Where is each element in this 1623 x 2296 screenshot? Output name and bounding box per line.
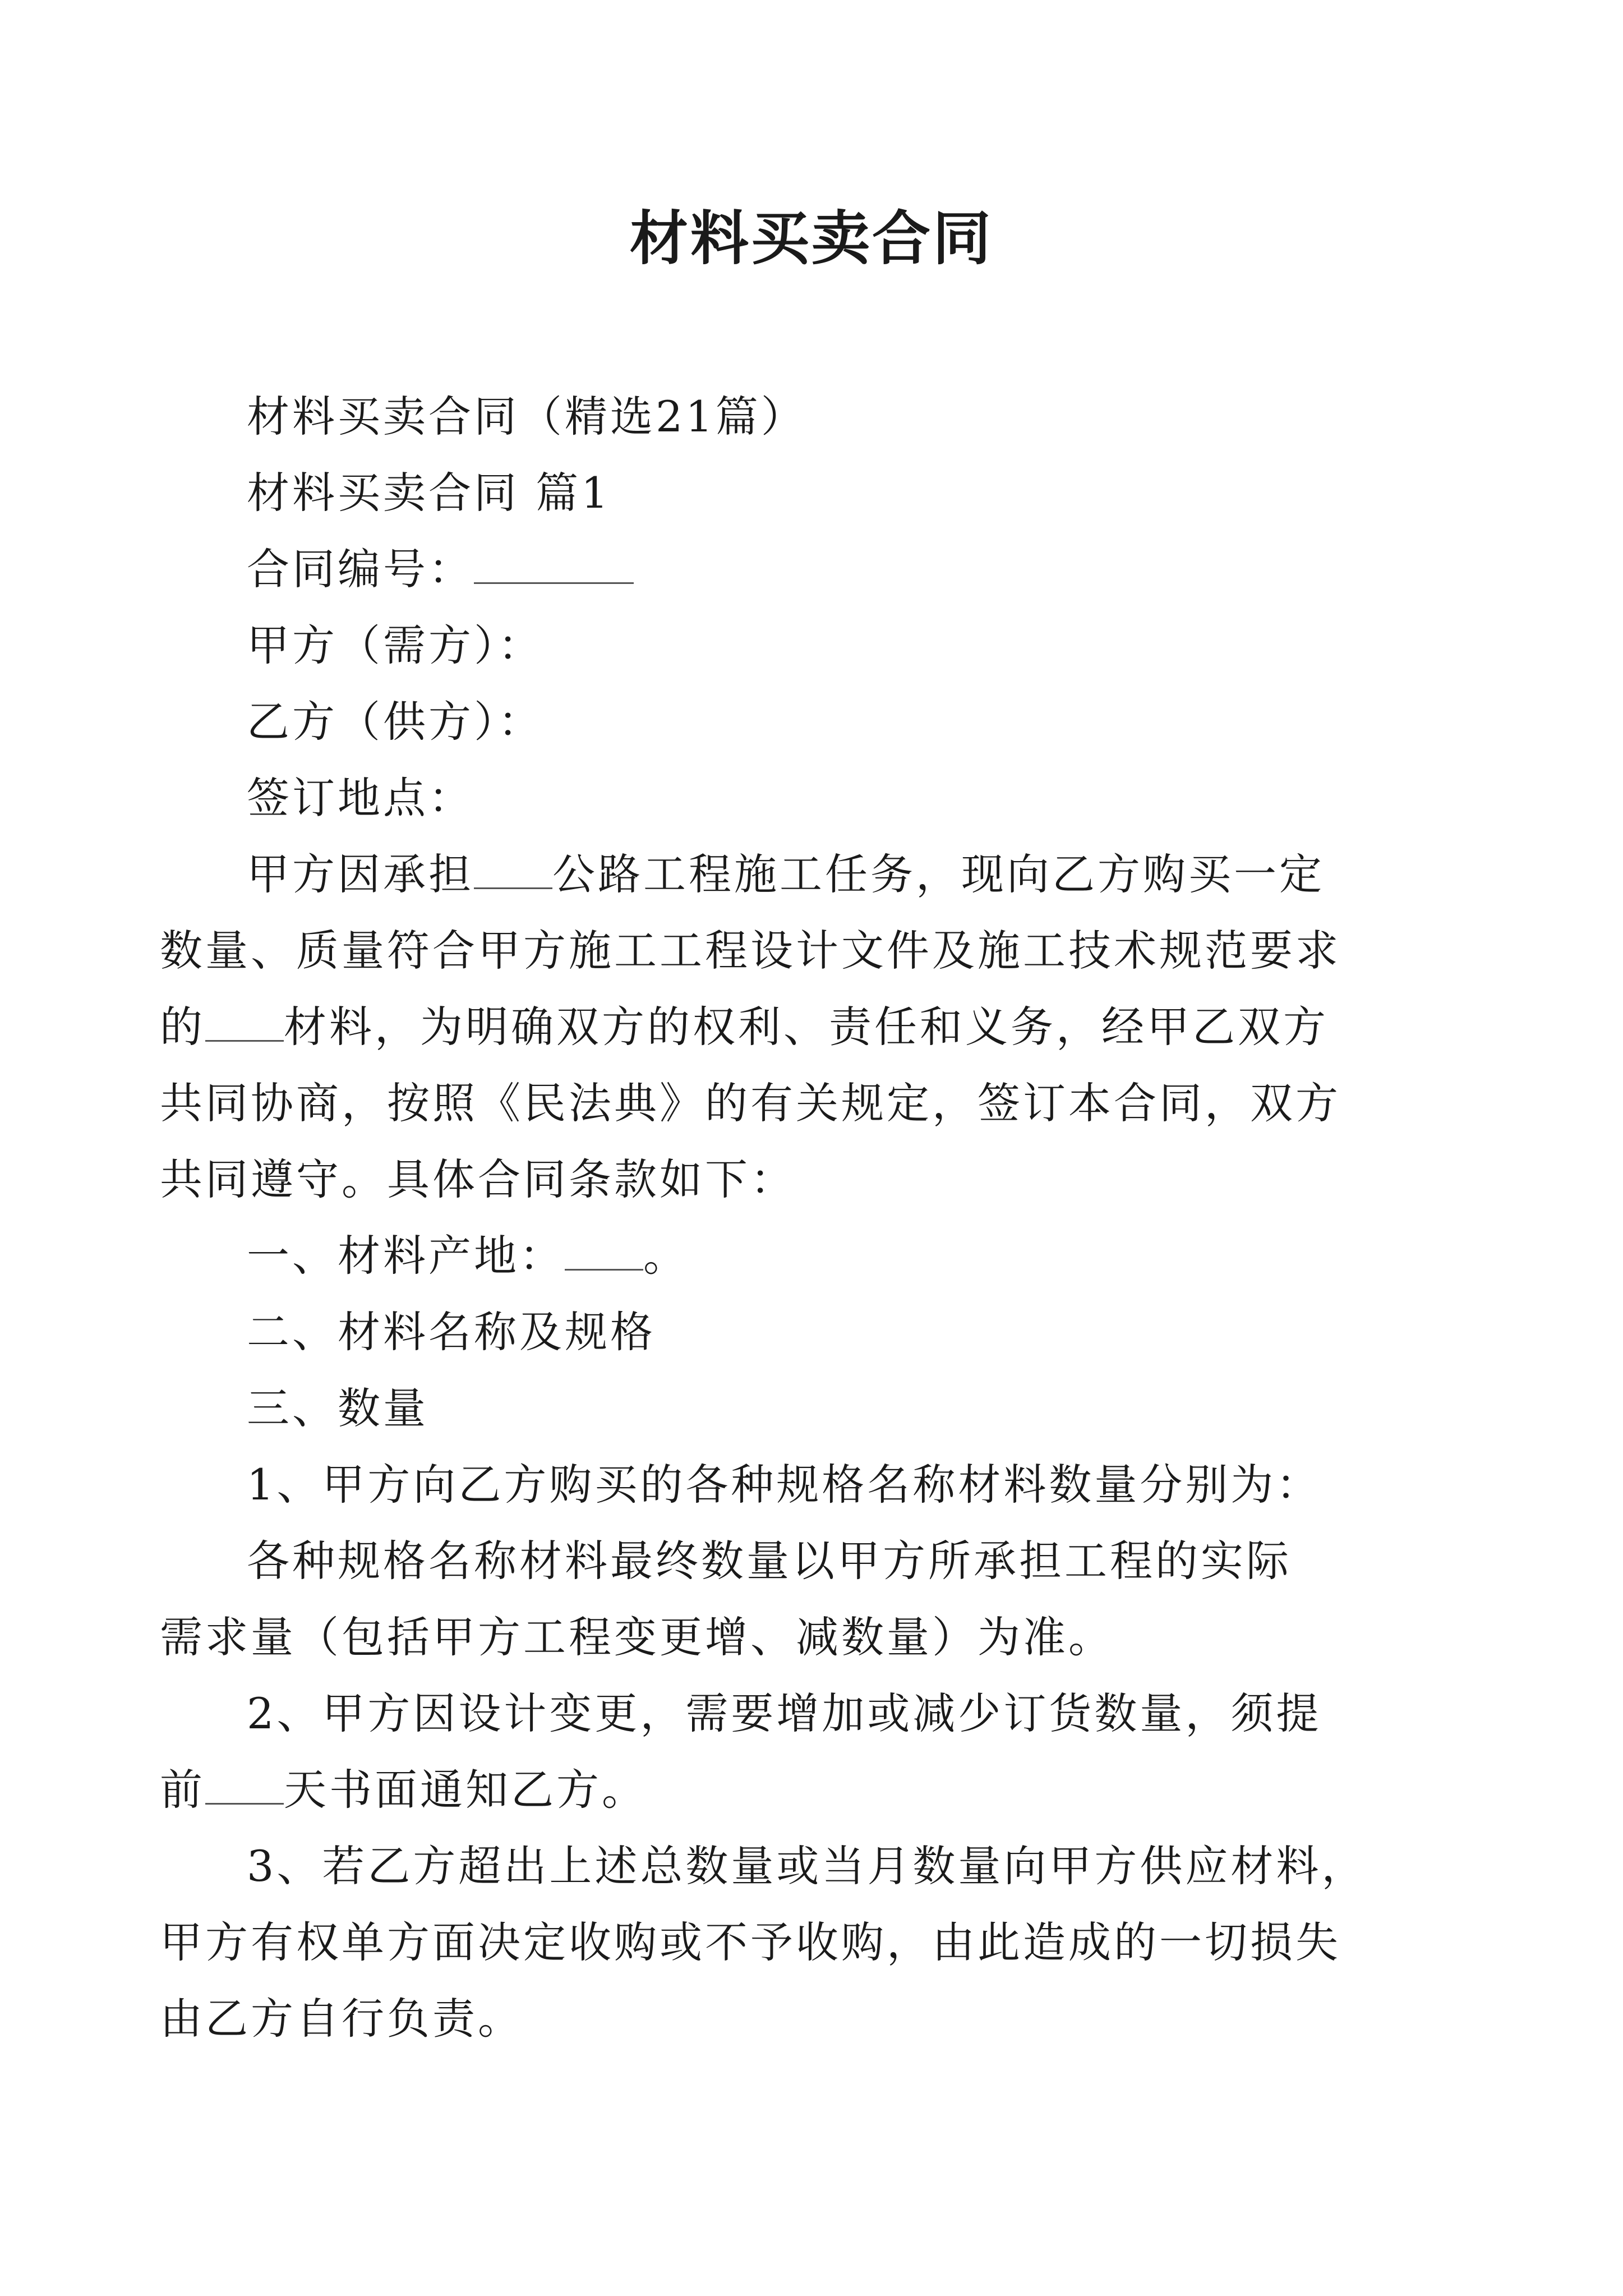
days-blank — [205, 1764, 284, 1805]
party-a-line: 甲方（需方）： — [247, 620, 543, 670]
material-blank — [205, 1001, 284, 1042]
intro-text-3a: 的 — [160, 1002, 205, 1052]
origin-period: 。 — [643, 1231, 689, 1281]
item-2-line-2 — [160, 1752, 1385, 1828]
contract-number-label: 合同编号： — [247, 544, 474, 594]
intro-line-1 — [247, 836, 1385, 913]
article-heading: 材料买卖合同 篇1 — [247, 468, 611, 518]
origin-label: 一、材料产地： — [247, 1231, 565, 1281]
intro-text-1b: 公路工程施工任务，现向乙方购买一定 — [552, 849, 1325, 899]
contract-number-line — [247, 531, 1385, 608]
intro-line-3 — [160, 989, 1385, 1065]
signing-place-line: 签订地点： — [247, 773, 474, 823]
section-3-heading: 三、数量 — [247, 1383, 428, 1433]
item-2-line-1: 2、甲方因设计变更，需要增加或减少订货数量，须提 — [247, 1688, 1322, 1738]
document-title: 材料买卖合同 — [629, 204, 993, 273]
item-1-detail-line-2: 需求量（包括甲方工程变更增、减数量）为准。 — [160, 1612, 1114, 1662]
section-2-heading: 二、材料名称及规格 — [247, 1307, 656, 1357]
item-1: 1、甲方向乙方购买的各种规格名称材料数量分别为： — [247, 1460, 1322, 1510]
item-3-line-3: 由乙方自行负责。 — [160, 1994, 523, 2044]
intro-text-3b: 材料，为明确双方的权利、责任和义务，经甲乙双方 — [284, 1002, 1329, 1052]
project-blank — [474, 848, 552, 889]
origin-blank — [565, 1230, 643, 1271]
intro-line-4: 共同协商，按照《民法典》的有关规定，签订本合同，双方 — [160, 1078, 1341, 1128]
contract-number-blank — [474, 543, 634, 584]
collection-heading: 材料买卖合同（精选21篇） — [247, 392, 806, 441]
item-3-line-1: 3、若乙方超出上述总数量或当月数量向甲方供应材料， — [247, 1841, 1367, 1891]
intro-line-2: 数量、质量符合甲方施工工程设计文件及施工技术规范要求 — [160, 926, 1341, 976]
intro-line-5: 共同遵守。具体合同条款如下： — [160, 1154, 796, 1204]
intro-paragraph — [160, 836, 1385, 1218]
section-1-origin — [247, 1218, 1385, 1294]
item-2-text-b: 天书面通知乙方。 — [284, 1765, 647, 1815]
party-b-line: 乙方（供方）： — [247, 697, 543, 747]
intro-text-1a: 甲方因承担 — [247, 849, 474, 899]
item-1-detail-line-1: 各种规格名称材料最终数量以甲方所承担工程的实际 — [247, 1536, 1292, 1586]
document-body — [160, 379, 1385, 2057]
item-3-line-2: 甲方有权单方面决定收购或不予收购，由此造成的一切损失 — [160, 1917, 1341, 1967]
item-2-text-a: 前 — [160, 1765, 205, 1815]
